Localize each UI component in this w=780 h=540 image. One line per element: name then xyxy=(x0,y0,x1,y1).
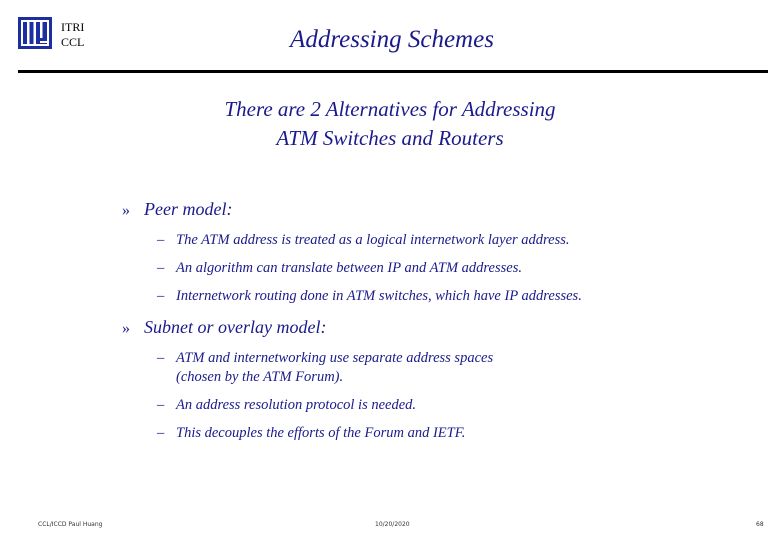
bullet-label: Peer model: xyxy=(144,199,233,219)
sub-bullet-text: ATM and internetworking use separate address spaces xyxy=(176,350,494,366)
sub-bullet-text: An algorithm can translate between IP and ATM addresses. xyxy=(176,260,522,276)
sub-bullet xyxy=(157,349,493,387)
subtitle-line-2: ATM Switches and Routers xyxy=(276,126,504,150)
sub-bullet-dash: – xyxy=(157,350,165,366)
slide-title: Addressing Schemes xyxy=(290,26,494,53)
slide-subtitle xyxy=(0,95,780,153)
sub-bullet-text: An address resolution protocol is needed. xyxy=(176,397,417,413)
footer-page-number: 68 xyxy=(756,521,764,528)
footer-date: 10/20/2020 xyxy=(375,521,410,528)
bullet-marker: » xyxy=(122,320,130,337)
title-divider xyxy=(18,70,768,73)
org-line-ccl: CCL xyxy=(61,35,85,49)
bullet-label: Subnet or overlay model: xyxy=(144,317,327,337)
sub-bullet-text: Internetwork routing done in ATM switches, which have IP addresses. xyxy=(176,288,582,304)
sub-bullet-dash: – xyxy=(157,397,165,413)
sub-bullet xyxy=(157,287,582,306)
subtitle-line-1: There are 2 Alternatives for Addressing xyxy=(224,97,556,121)
sub-bullet xyxy=(157,259,522,278)
sub-bullet-dash: – xyxy=(157,232,165,248)
sub-bullet-text: This decouples the efforts of the Forum and IETF. xyxy=(176,425,466,441)
sub-bullet xyxy=(157,396,416,415)
sub-bullet-dash: – xyxy=(157,260,165,276)
sub-bullet-text: The ATM address is treated as a logical internetwork layer address. xyxy=(176,232,570,248)
sub-bullet-dash: – xyxy=(157,288,165,304)
org-line-itri: ITRI xyxy=(61,20,85,34)
sub-bullet-continuation: (chosen by the ATM Forum). xyxy=(176,369,344,385)
sub-bullet-dash: – xyxy=(157,425,165,441)
sub-bullet xyxy=(157,424,465,443)
footer-author: CCL/ICCD Paul Huang xyxy=(38,521,103,528)
bullet-peer-model xyxy=(122,199,232,220)
bullet-marker: » xyxy=(122,202,130,219)
bullet-subnet-model xyxy=(122,317,326,338)
sub-bullet xyxy=(157,231,570,250)
